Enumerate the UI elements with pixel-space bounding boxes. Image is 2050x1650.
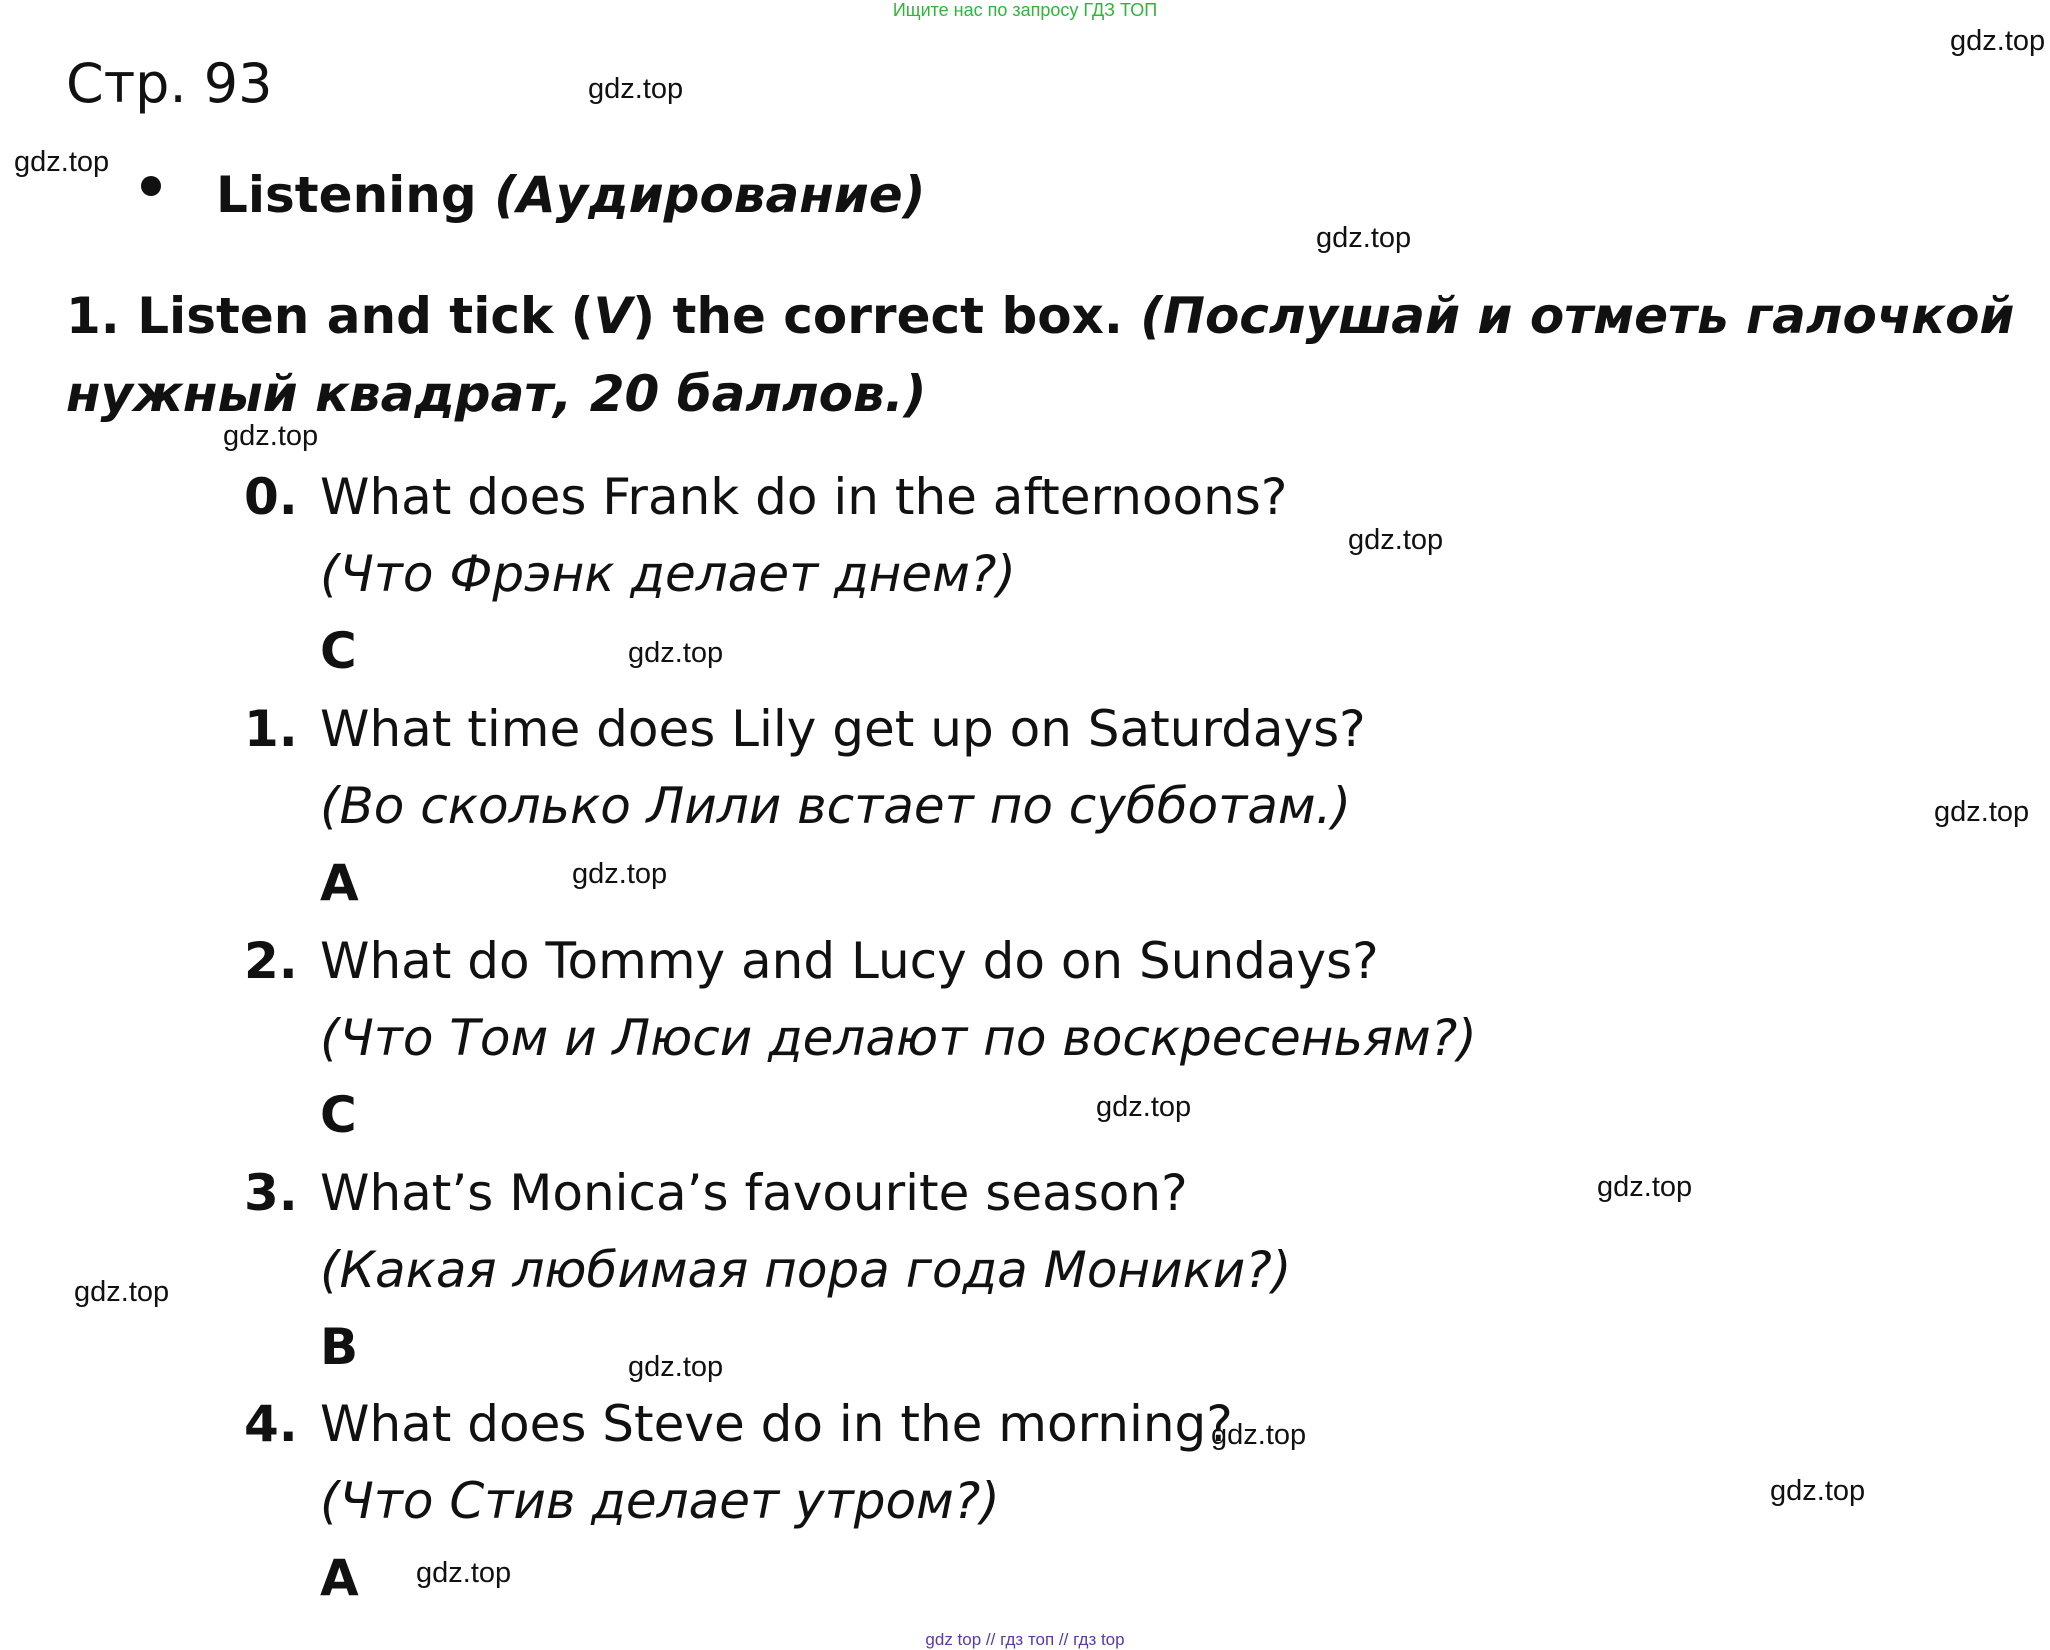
watermark: gdz.top — [588, 73, 684, 105]
section-heading — [216, 166, 926, 224]
question-text-ru: (Что Фрэнк делает днем?) — [320, 545, 1016, 603]
watermark: gdz.top — [416, 1557, 512, 1589]
watermark: gdz.top — [1934, 796, 2030, 828]
question-answer: B — [320, 1318, 359, 1376]
question-answer: A — [320, 854, 359, 912]
task-text-2: V — [593, 287, 633, 345]
question-text-ru: (Какая любимая пора года Моники?) — [320, 1241, 1292, 1299]
question-number: 1. — [244, 700, 298, 758]
question-answer: C — [320, 1086, 357, 1144]
question-text-en: What does Steve do in the morning? — [320, 1395, 1233, 1453]
task-text-4: (Послушай и отметь галочкой нужный квадрат, 20 баллов.) — [66, 287, 2015, 423]
watermark: gdz.top — [628, 1351, 724, 1383]
watermark: gdz.top — [1316, 222, 1412, 254]
question-text-ru: (Что Том и Люси делают по воскресеньям?) — [320, 1009, 1477, 1067]
watermark: gdz.top — [1597, 1171, 1693, 1203]
bottom-banner: gdz top // гдз топ // гдз top — [925, 1630, 1125, 1649]
page-number: Стр. 93 — [66, 52, 273, 115]
top-banner: Ищите нас по запросу ГДЗ ТОП — [892, 0, 1158, 20]
question-text-en: What’s Monica’s favourite season? — [320, 1164, 1188, 1222]
watermark: gdz.top — [1211, 1419, 1307, 1451]
question-text-en: What time does Lily get up on Saturdays? — [320, 700, 1366, 758]
question-number: 2. — [244, 932, 298, 990]
section-title-en: Listening — [216, 166, 495, 224]
watermark: gdz.top — [14, 146, 110, 178]
watermark: gdz.top — [572, 858, 668, 890]
question-number: 3. — [244, 1164, 298, 1222]
watermark: gdz.top — [223, 420, 319, 452]
question-number: 4. — [244, 1395, 298, 1453]
section-title-ru: (Аудирование) — [494, 166, 926, 224]
question-answer: A — [320, 1549, 359, 1607]
bullet-icon — [141, 176, 161, 196]
question-number: 0. — [244, 468, 298, 526]
question-text-en: What do Tommy and Lucy do on Sundays? — [320, 932, 1379, 990]
watermark: gdz.top — [74, 1276, 170, 1308]
task-text-1: 1. Listen and tick ( — [66, 287, 594, 345]
watermark: gdz.top — [1770, 1475, 1866, 1507]
watermark: gdz.top — [1950, 25, 2046, 57]
task-text-3: ) the correct box. — [632, 287, 1141, 345]
watermark: gdz.top — [628, 637, 724, 669]
task-instruction — [66, 277, 2036, 433]
question-text-ru: (Во сколько Лили встает по субботам.) — [320, 777, 1352, 835]
question-text-en: What does Frank do in the afternoons? — [320, 468, 1288, 526]
question-answer: C — [320, 622, 357, 680]
watermark: gdz.top — [1096, 1091, 1192, 1123]
question-text-ru: (Что Стив делает утром?) — [320, 1472, 1000, 1530]
watermark: gdz.top — [1348, 524, 1444, 556]
